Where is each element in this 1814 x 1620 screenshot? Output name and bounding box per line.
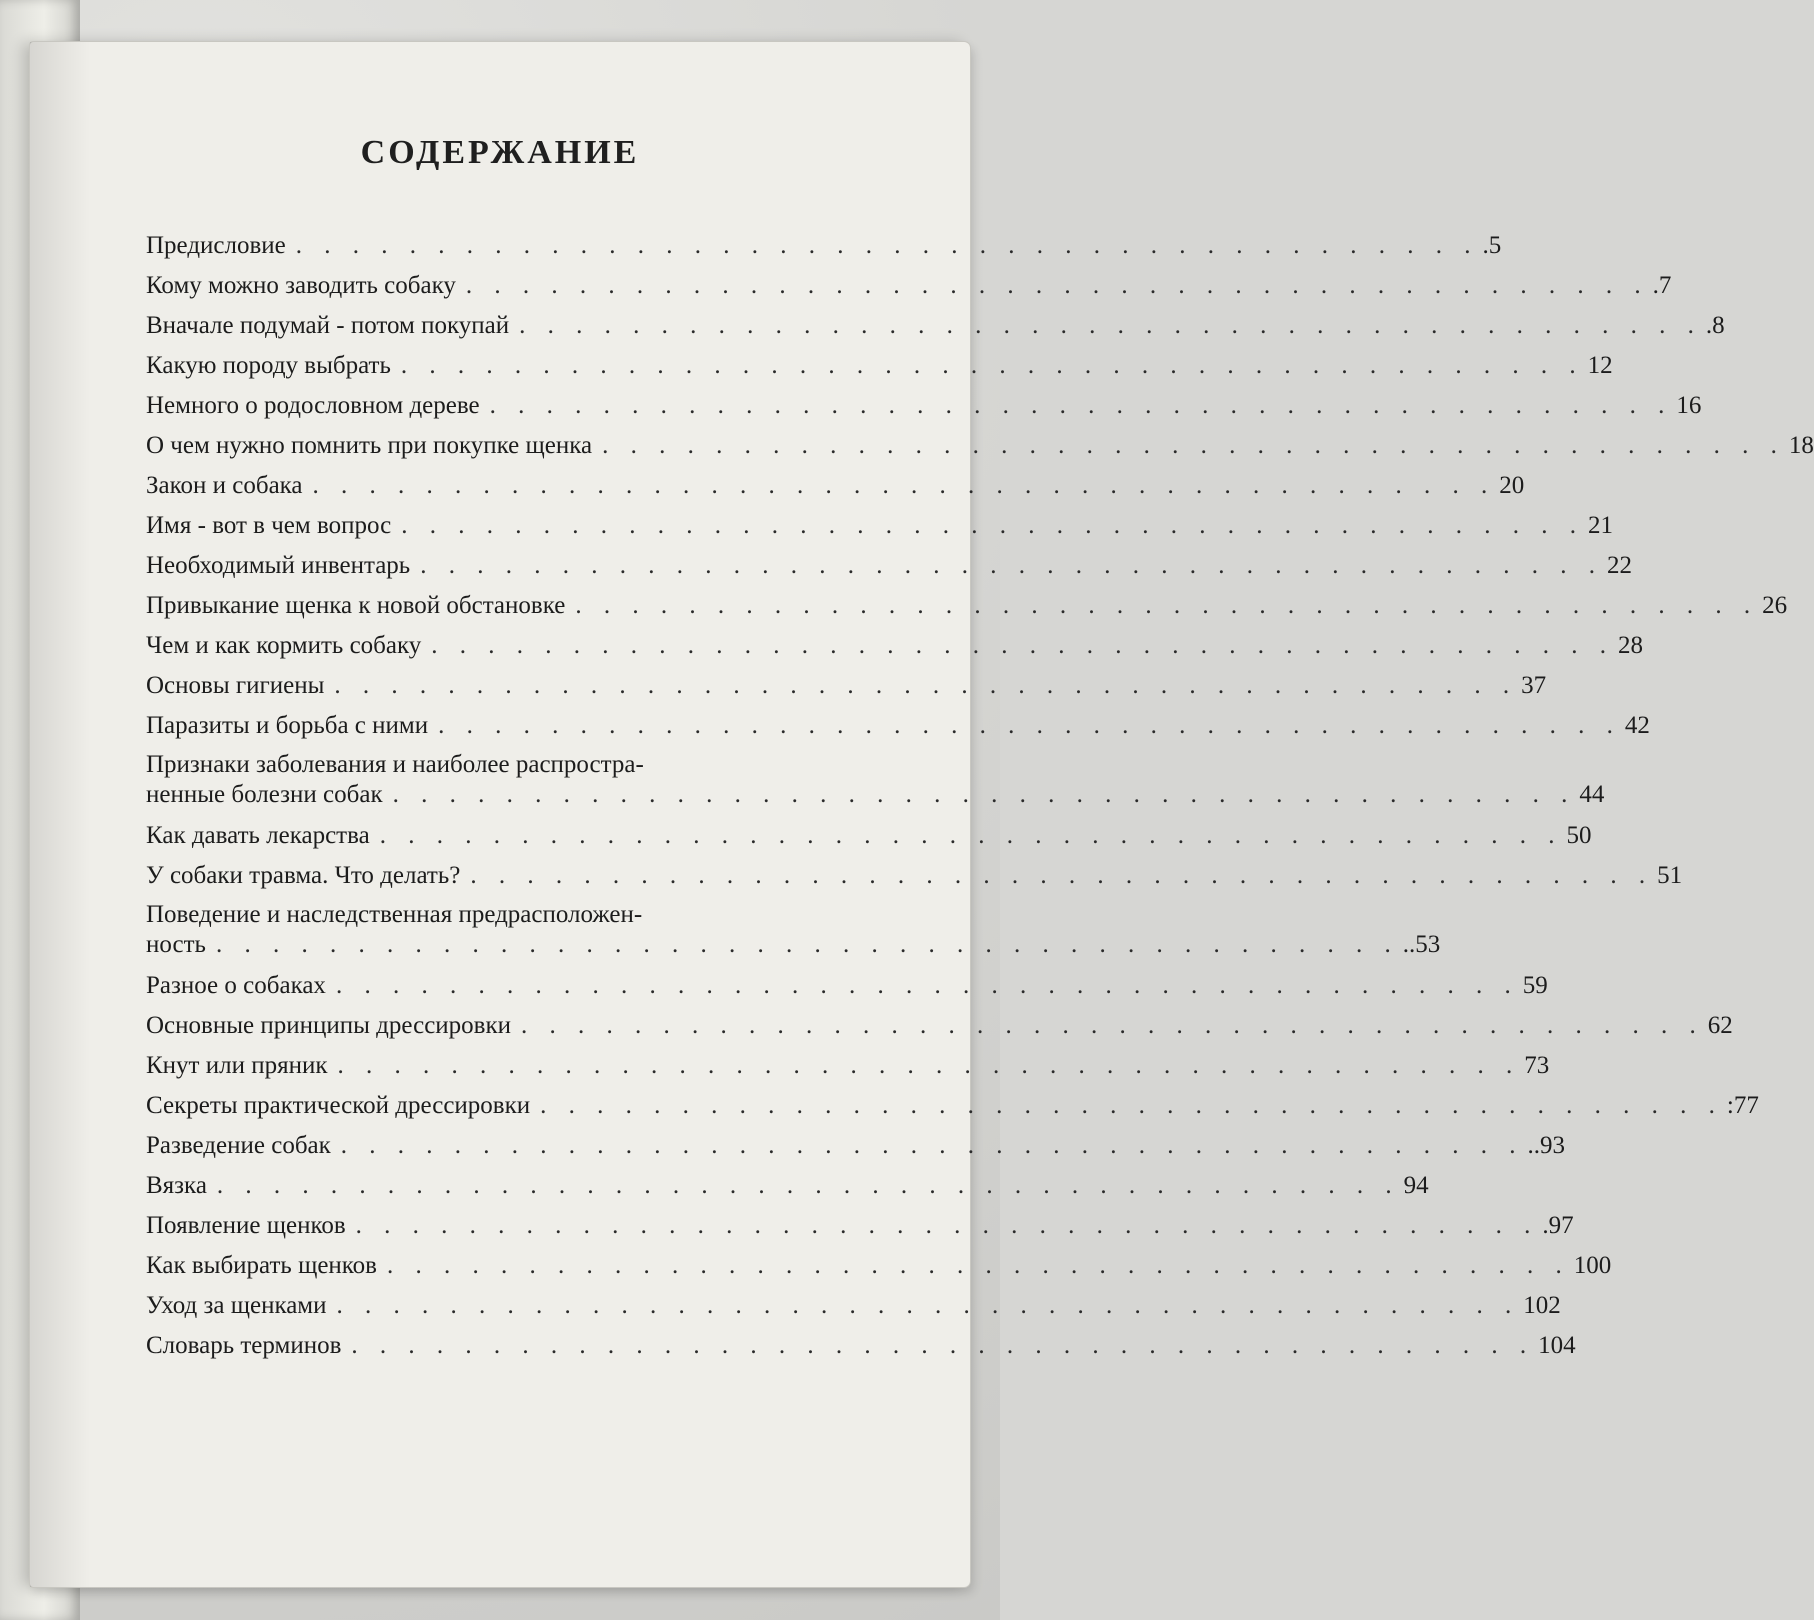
toc-page-number: ..53 bbox=[1402, 931, 1441, 958]
toc-page-number: 26 bbox=[1762, 592, 1788, 619]
toc-leader-dots: . . . . . . . . . . . . . . . . . . . . . . . . . . . . . . . . . . . . . . . . . . bbox=[575, 592, 1759, 619]
toc-entry bbox=[146, 750, 1605, 810]
toc-entry bbox=[146, 1046, 1550, 1086]
toc-entry bbox=[146, 306, 1725, 346]
toc-page-number: 104 bbox=[1538, 1332, 1576, 1359]
toc-entry-title: Закон и собака bbox=[146, 472, 303, 499]
toc-entry-title: Имя - вот в чем вопрос bbox=[146, 512, 392, 539]
toc-entry-title: Разное о собаках bbox=[146, 972, 326, 999]
toc-leader-dots: . . . . . . . . . . . . . . . . . . . . . . . . . . . . . . . . . . . . . . . . . . bbox=[420, 552, 1603, 579]
toc-page-number: 44 bbox=[1579, 781, 1605, 808]
toc-entry-title: Основные принципы дрессировки bbox=[146, 1012, 512, 1039]
toc-page-number: .8 bbox=[1705, 312, 1725, 339]
toc-entry bbox=[146, 1166, 1429, 1206]
toc-entry-title: Необходимый инвентарь bbox=[146, 552, 411, 579]
toc-entry-title: Немного о родословном дереве bbox=[146, 392, 480, 419]
toc-page-number: 37 bbox=[1521, 672, 1547, 699]
page-title: СОДЕРЖАНИЕ bbox=[360, 134, 640, 171]
toc-leader-dots: . . . . . . . . . . . . . . . . . . . . . . . . . . . . . . . . . . . . . . . . . . bbox=[400, 352, 1584, 379]
toc-entry bbox=[146, 226, 1502, 266]
toc-entry bbox=[146, 1286, 1561, 1326]
toc-entry bbox=[146, 626, 1644, 666]
toc-entry bbox=[146, 900, 1441, 960]
toc-entry-title: Секреты практической дрессировки bbox=[146, 1092, 531, 1119]
toc-leader-dots: . . . . . . . . . . . . . . . . . . . . . . . . . . . . . . . . . . . . . . . . . . bbox=[540, 1092, 1723, 1119]
toc-entry-title: Паразиты и борьба с ними bbox=[146, 712, 429, 739]
toc-leader-dots: . . . . . . . . . . . . . . . . . . . . . . . . . . . . . . . . . . . . . . . . . . bbox=[465, 272, 1649, 299]
toc-entry-title-continued: ность bbox=[146, 931, 206, 958]
toc-entry bbox=[146, 1206, 1574, 1246]
toc-page-number: 22 bbox=[1606, 552, 1632, 579]
toc-leader-dots: . . . . . . . . . . . . . . . . . . . . . . . . . . . . . . . . . . . . . . . . . . bbox=[521, 1012, 1704, 1039]
toc-entry bbox=[146, 1086, 1759, 1126]
toc-page-number: 59 bbox=[1522, 972, 1548, 999]
toc-entry-title: Кому можно заводить собаку bbox=[146, 272, 456, 299]
toc-page-number: 42 bbox=[1624, 712, 1650, 739]
toc-page-number: ..93 bbox=[1527, 1132, 1566, 1159]
toc-entry-continuation bbox=[146, 930, 1441, 960]
toc-entry-title: Словарь терминов bbox=[146, 1332, 342, 1359]
toc-page-number: 51 bbox=[1657, 862, 1683, 889]
toc-entry bbox=[146, 706, 1650, 746]
toc-entry bbox=[146, 506, 1613, 546]
toc-page-number: 102 bbox=[1523, 1292, 1561, 1319]
toc-page-number: .97 bbox=[1542, 1212, 1574, 1239]
toc-entry bbox=[146, 266, 1672, 306]
toc-leader-dots: . . . . . . . . . . . . . . . . . . . . . . . . . . . . . . . . . . . . . . . . . . bbox=[215, 931, 1399, 958]
toc-page-number: .7 bbox=[1652, 272, 1672, 299]
toc-entry-title-continued: ненные болезни собак bbox=[146, 781, 383, 808]
toc-entry bbox=[146, 426, 1814, 466]
toc-leader-dots: . . . . . . . . . . . . . . . . . . . . . . . . . . . . . . . . . . . . . . . . . . bbox=[401, 512, 1584, 539]
toc-entry bbox=[146, 856, 1683, 896]
toc-leader-dots: . . . . . . . . . . . . . . . . . . . . . . . . . . . . . . . . . . . . . . . . . . bbox=[431, 632, 1615, 659]
toc-leader-dots: . . . . . . . . . . . . . . . . . . . . . . . . . . . . . . . . . . . . . . . . . . bbox=[216, 1172, 1400, 1199]
toc-leader-dots: . . . . . . . . . . . . . . . . . . . . . . . . . . . . . . . . . . . . . . . . . . bbox=[392, 781, 1576, 808]
toc-entry-title: Вязка bbox=[146, 1172, 207, 1199]
toc-leader-dots: . . . . . . . . . . . . . . . . . . . . . . . . . . . . . . . . . . . . . . . . . . bbox=[355, 1212, 1539, 1239]
toc-entry-title: Какую породу выбрать bbox=[146, 352, 391, 379]
toc-leader-dots: . . . . . . . . . . . . . . . . . . . . . . . . . . . . . . . . . . . . . . . . . . bbox=[438, 712, 1621, 739]
toc-entry bbox=[146, 586, 1788, 626]
toc-entry-title: Как давать лекарства bbox=[146, 822, 370, 849]
book-page bbox=[30, 42, 1814, 1587]
toc-leader-dots: . . . . . . . . . . . . . . . . . . . . . . . . . . . . . . . . . . . . . . . . . . bbox=[340, 1132, 1524, 1159]
toc-page-number: 73 bbox=[1524, 1052, 1550, 1079]
toc-leader-dots: . . . . . . . . . . . . . . . . . . . . . . . . . . . . . . . . . . . . . . . . . . bbox=[379, 822, 1563, 849]
toc-entry-title: Поведение и наследственная предрасположен- bbox=[146, 901, 643, 928]
toc-leader-dots: . . . . . . . . . . . . . . . . . . . . . . . . . . . . . . . . . . . . . . . . . . bbox=[295, 232, 1479, 259]
toc-entry-continuation bbox=[146, 780, 1605, 810]
toc-entry bbox=[146, 666, 1547, 706]
toc-page-number: 12 bbox=[1587, 352, 1613, 379]
toc-entry-title: Уход за щенками bbox=[146, 1292, 327, 1319]
toc-leader-dots: . . . . . . . . . . . . . . . . . . . . . . . . . . . . . . . . . . . . . . . . . . bbox=[489, 392, 1673, 419]
toc-leader-dots: . . . . . . . . . . . . . . . . . . . . . . . . . . . . . . . . . . . . . . . . . . bbox=[312, 472, 1496, 499]
toc-leader-dots: . . . . . . . . . . . . . . . . . . . . . . . . . . . . . . . . . . . . . . . . . . bbox=[351, 1332, 1535, 1359]
toc-entry-title: Привыкание щенка к новой обстановке bbox=[146, 592, 566, 619]
toc-leader-dots: . . . . . . . . . . . . . . . . . . . . . . . . . . . . . . . . . . . . . . . . . . bbox=[602, 432, 1785, 459]
toc-entry bbox=[146, 346, 1613, 386]
toc-entry-title: Предисловие bbox=[146, 232, 286, 259]
toc-entry-title: Вначале подумай - потом покупай bbox=[146, 312, 510, 339]
toc-entry-title: Кнут или пряник bbox=[146, 1052, 328, 1079]
toc-leader-dots: . . . . . . . . . . . . . . . . . . . . . . . . . . . . . . . . . . . . . . . . . . bbox=[337, 1052, 1521, 1079]
table-of-contents bbox=[146, 226, 1814, 1366]
toc-entry bbox=[146, 1006, 1733, 1046]
toc-leader-dots: . . . . . . . . . . . . . . . . . . . . . . . . . . . . . . . . . . . . . . . . . . bbox=[334, 672, 1518, 699]
toc-page-number: 16 bbox=[1676, 392, 1702, 419]
toc-entry bbox=[146, 1246, 1612, 1286]
toc-entry bbox=[146, 1126, 1566, 1166]
toc-entry-title: У собаки травма. Что делать? bbox=[146, 862, 461, 889]
toc-entry bbox=[146, 466, 1525, 506]
toc-entry-title: Разведение собак bbox=[146, 1132, 331, 1159]
toc-page-number: 28 bbox=[1618, 632, 1644, 659]
toc-entry bbox=[146, 546, 1632, 586]
toc-page-number: :77 bbox=[1726, 1092, 1759, 1119]
toc-entry bbox=[146, 386, 1702, 426]
toc-leader-dots: . . . . . . . . . . . . . . . . . . . . . . . . . . . . . . . . . . . . . . . . . . bbox=[470, 862, 1654, 889]
toc-leader-dots: . . . . . . . . . . . . . . . . . . . . . . . . . . . . . . . . . . . . . . . . . . bbox=[519, 312, 1702, 339]
toc-entry-title: Появление щенков bbox=[146, 1212, 346, 1239]
toc-leader-dots: . . . . . . . . . . . . . . . . . . . . . . . . . . . . . . . . . . . . . . . . . . bbox=[386, 1252, 1570, 1279]
toc-page-number: 20 bbox=[1499, 472, 1525, 499]
toc-entry-title: Чем и как кормить собаку bbox=[146, 632, 422, 659]
toc-entry-title: Как выбирать щенков bbox=[146, 1252, 377, 1279]
toc-page-number: 18 bbox=[1788, 432, 1814, 459]
toc-page-number: 94 bbox=[1403, 1172, 1429, 1199]
toc-entry-title: Признаки заболевания и наиболее распростра- bbox=[146, 751, 644, 778]
toc-entry bbox=[146, 816, 1592, 856]
toc-entry bbox=[146, 966, 1548, 1006]
toc-page-number: 62 bbox=[1707, 1012, 1733, 1039]
toc-page-number: 50 bbox=[1566, 822, 1592, 849]
toc-page-number: 100 bbox=[1573, 1252, 1612, 1279]
toc-page-number: .5 bbox=[1482, 232, 1502, 259]
toc-leader-dots: . . . . . . . . . . . . . . . . . . . . . . . . . . . . . . . . . . . . . . . . . . bbox=[336, 1292, 1520, 1319]
toc-entry-title: Основы гигиены bbox=[146, 672, 325, 699]
toc-leader-dots: . . . . . . . . . . . . . . . . . . . . . . . . . . . . . . . . . . . . . . . . . . bbox=[335, 972, 1519, 999]
toc-entry bbox=[146, 1326, 1576, 1366]
toc-page-number: 21 bbox=[1587, 512, 1613, 539]
toc-entry-title: О чем нужно помнить при покупке щенка bbox=[146, 432, 593, 459]
